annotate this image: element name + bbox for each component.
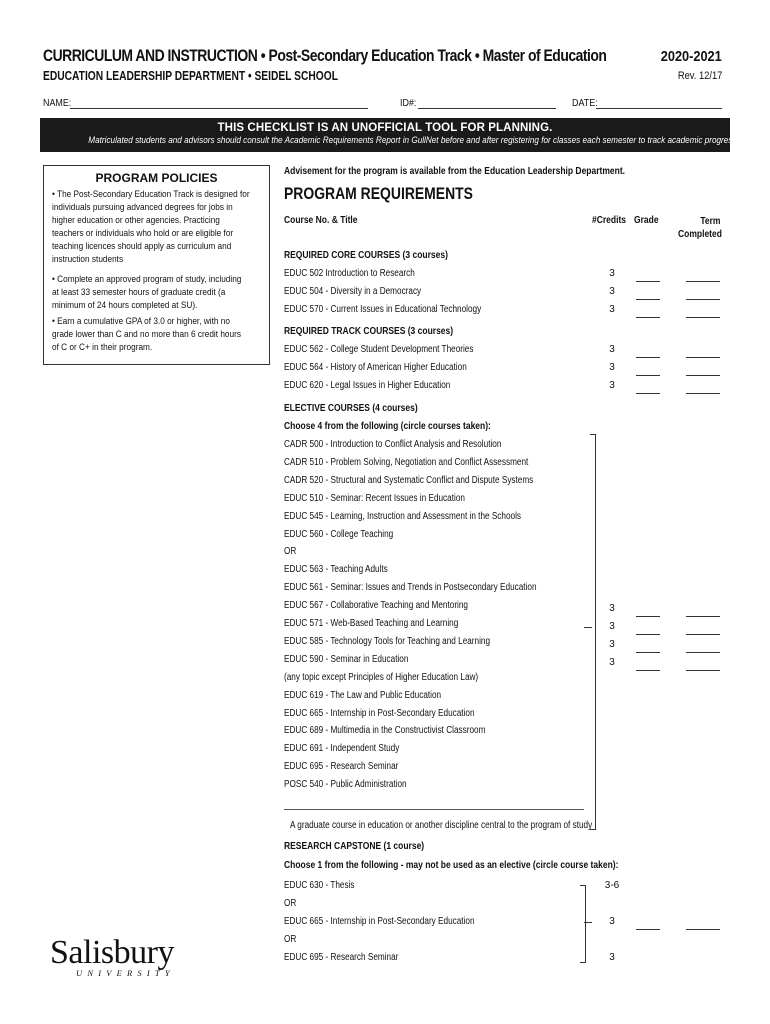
document-title: CURRICULUM AND INSTRUCTION • Post-Secondary Education Track • Master of Education xyxy=(43,46,607,65)
column-term: Term Completed xyxy=(678,216,722,240)
id-field[interactable] xyxy=(418,108,556,109)
grade-field[interactable] xyxy=(636,393,660,394)
banner-subtitle: Matriculated students and advisors should consult the Academic Requirements Report in GullNet before and after registering for classes each semester to track academic progress. xyxy=(88,135,739,146)
grade-field[interactable] xyxy=(636,634,660,635)
elective-course: CADR 510 - Problem Solving, Negotiation and Conflict Assessment xyxy=(284,456,529,468)
elective-course: EDUC 665 - Internship in Post-Secondary Education xyxy=(284,707,475,719)
grade-field[interactable] xyxy=(636,616,660,617)
term-field[interactable] xyxy=(686,393,720,394)
electives-heading: ELECTIVE COURSES (4 courses) xyxy=(284,403,418,414)
elective-course: POSC 540 - Public Administration xyxy=(284,779,407,791)
policy-item: • The Post-Secondary Education Track is designed for individuals pursuing advanced degrees for jobs in higher education or other agencies. Practicing teachers or individuals who hold or are eligible for teaching licences should apply as curriculum and instruction students xyxy=(52,189,250,265)
credits-value: 3 xyxy=(609,380,615,391)
electives-bracket xyxy=(590,434,596,830)
planning-banner xyxy=(40,118,739,152)
course-row: EDUC 695 - Research Seminar xyxy=(284,952,399,963)
requirements-title: PROGRAM REQUIREMENTS xyxy=(284,184,473,203)
name-label: NAME: xyxy=(43,97,72,109)
term-field[interactable] xyxy=(686,299,720,300)
term-field[interactable] xyxy=(686,670,720,671)
elective-course: EDUC 691 - Independent Study xyxy=(284,743,400,755)
credits-value: 3 xyxy=(609,362,615,373)
credits-value: 3 xyxy=(609,344,615,355)
course-row: EDUC 504 - Diversity in a Democracy xyxy=(284,286,422,297)
course-row: EDUC 562 - College Student Development Theories xyxy=(284,344,474,355)
elective-course: EDUC 695 - Research Seminar xyxy=(284,761,399,773)
credits-value: 3 xyxy=(609,603,615,614)
credits-value: 3 xyxy=(609,952,615,963)
elective-course: EDUC 510 - Seminar: Recent Issues in Education xyxy=(284,492,465,504)
elective-course: EDUC 619 - The Law and Public Education xyxy=(284,689,442,701)
salisbury-university-logo xyxy=(50,936,175,978)
course-row: EDUC 665 - Internship in Post-Secondary Education xyxy=(284,916,475,927)
policy-item: • Earn a cumulative GPA of 3.0 or higher, with no grade lower than C and no more than 6 credit hours of C or C+ in their program. xyxy=(52,316,241,353)
grade-field[interactable] xyxy=(636,929,660,930)
elective-course: EDUC 571 - Web-Based Teaching and Learning xyxy=(284,618,459,629)
elective-course: EDUC 545 - Learning, Instruction and Assessment in the Schools xyxy=(284,510,522,522)
logo-subtitle: UNIVERSITY xyxy=(76,968,175,978)
or-label: OR xyxy=(284,898,297,909)
id-label: ID#: xyxy=(400,97,417,109)
or-label: OR xyxy=(284,934,297,945)
academic-year: 2020-2021 xyxy=(661,48,722,65)
term-field[interactable] xyxy=(686,616,720,617)
or-label: OR xyxy=(284,546,297,558)
term-field[interactable] xyxy=(686,652,720,653)
grade-field[interactable] xyxy=(636,317,660,318)
name-field[interactable] xyxy=(70,108,368,109)
capstone-bracket xyxy=(580,885,586,963)
credits-value: 3 xyxy=(609,621,615,632)
core-heading: REQUIRED CORE COURSES (3 courses) xyxy=(284,250,448,261)
elective-course: CADR 500 - Introduction to Conflict Analysis and Resolution xyxy=(284,439,502,450)
banner-title: THIS CHECKLIST IS AN UNOFFICIAL TOOL FOR PLANNING. xyxy=(217,122,553,134)
revision-date: Rev. 12/17 xyxy=(677,70,722,82)
policy-item: • Complete an approved program of study, including at least 33 semester hours of graduate credit (a minimum of 24 hours completed at SU). xyxy=(52,274,242,311)
elective-footnote: A graduate course in education or another discipline central to the program of study xyxy=(290,820,593,831)
grade-field[interactable] xyxy=(636,670,660,671)
term-field[interactable] xyxy=(686,281,720,282)
course-row: EDUC 564 - History of American Higher Education xyxy=(284,362,467,373)
column-course: Course No. & Title xyxy=(284,215,358,226)
elective-course: EDUC 689 - Multimedia in the Constructivist Classroom xyxy=(284,725,486,737)
elective-course: EDUC 563 - Teaching Adults xyxy=(284,564,388,576)
grade-field[interactable] xyxy=(636,357,660,358)
term-field[interactable] xyxy=(686,375,720,376)
date-field[interactable] xyxy=(596,108,722,109)
bracket-tick xyxy=(584,627,592,628)
credits-value: 3-6 xyxy=(604,880,620,891)
credits-value: 3 xyxy=(609,286,615,297)
elective-course: EDUC 560 - College Teaching xyxy=(284,528,394,540)
course-row: EDUC 620 - Legal Issues in Higher Education xyxy=(284,380,451,391)
credits-value: 3 xyxy=(609,657,615,668)
credits-value: 3 xyxy=(609,268,615,279)
credits-value: 3 xyxy=(609,916,615,927)
elective-course: EDUC 590 - Seminar in Education xyxy=(284,653,409,665)
advisement-note: Advisement for the program is available from the Education Leadership Department. xyxy=(284,166,626,177)
program-policies-box xyxy=(43,165,270,365)
capstone-instruction: Choose 1 from the following - may not be used as an elective (circle course taken): xyxy=(284,860,619,871)
capstone-heading: RESEARCH CAPSTONE (1 course) xyxy=(284,841,425,852)
bracket-tick xyxy=(584,922,592,923)
elective-course: EDUC 567 - Collaborative Teaching and Mentoring xyxy=(284,600,469,612)
term-field[interactable] xyxy=(686,317,720,318)
grade-field[interactable] xyxy=(636,652,660,653)
department-line: EDUCATION LEADERSHIP DEPARTMENT • SEIDEL SCHOOL xyxy=(43,69,338,83)
grade-field[interactable] xyxy=(636,299,660,300)
course-row: EDUC 502 Introduction to Research xyxy=(284,268,415,279)
elective-course: EDUC 585 - Technology Tools for Teaching and Learning xyxy=(284,635,491,647)
other-course-field[interactable] xyxy=(284,809,584,810)
electives-instruction: Choose 4 from the following (circle courses taken): xyxy=(284,421,491,432)
credits-value: 3 xyxy=(609,639,615,650)
logo-wordmark: Salisbury xyxy=(50,934,174,971)
elective-course: EDUC 561 - Seminar: Issues and Trends in Postsecondary Education xyxy=(284,582,537,594)
elective-course: (any topic except Principles of Higher Education Law) xyxy=(284,671,479,683)
grade-field[interactable] xyxy=(636,375,660,376)
column-credits: #Credits xyxy=(592,215,627,226)
column-grade: Grade xyxy=(634,215,659,226)
term-field[interactable] xyxy=(686,634,720,635)
track-heading: REQUIRED TRACK COURSES (3 courses) xyxy=(284,326,454,337)
course-row: EDUC 570 - Current Issues in Educational Technology xyxy=(284,304,482,315)
grade-field[interactable] xyxy=(636,281,660,282)
term-field[interactable] xyxy=(686,357,720,358)
elective-course: CADR 520 - Structural and Systematic Conflict and Dispute Systems xyxy=(284,474,534,486)
date-label: DATE: xyxy=(572,97,598,109)
policies-title: PROGRAM POLICIES xyxy=(95,171,218,185)
credits-value: 3 xyxy=(609,304,615,315)
term-field[interactable] xyxy=(686,929,720,930)
course-row: EDUC 630 - Thesis xyxy=(284,880,355,891)
